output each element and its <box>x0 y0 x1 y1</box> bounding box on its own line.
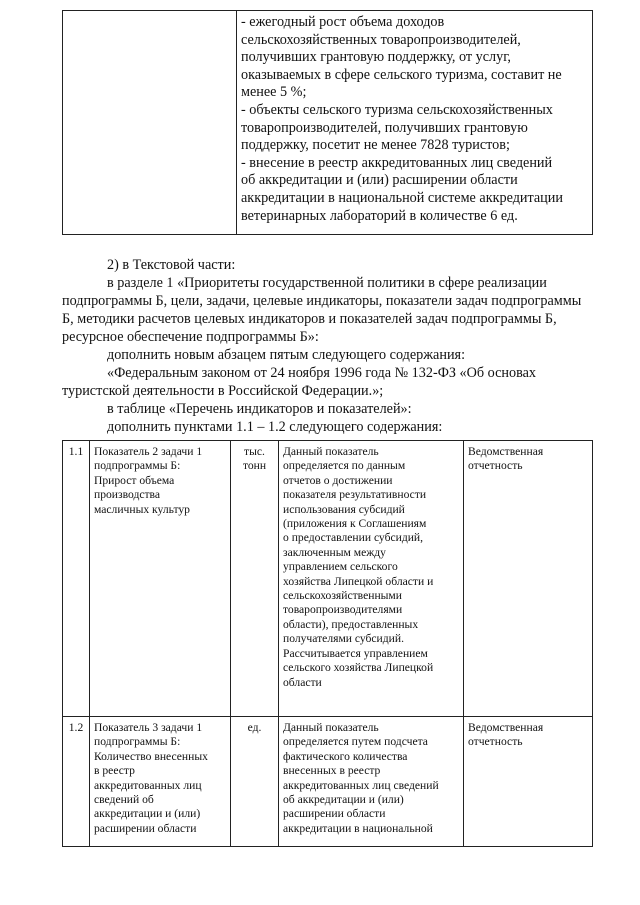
cell-line: тонн <box>242 459 267 473</box>
result-line: - объекты сельского туризма сельскохозяйственных <box>241 101 553 118</box>
indicators-table <box>62 440 593 847</box>
cell-line: заключенным между <box>283 545 386 559</box>
result-line: менее 5 %; <box>241 84 307 101</box>
cell-line: Данный показатель <box>283 721 379 734</box>
cell-line: отчетность <box>468 459 523 473</box>
add-paragraph-instruction: дополнить новым абзацем пятым следующего содержания: <box>107 347 466 363</box>
cell-line: расширении области <box>94 821 197 835</box>
result-line: получивших грантовую поддержку, от услуг, <box>241 49 511 66</box>
cell-line: товаропроизводителями <box>283 603 403 617</box>
unit-cell <box>231 441 279 717</box>
cell-line: аккредитованных лиц сведений <box>283 778 439 792</box>
cell-line: в реестр <box>94 764 135 778</box>
cell-line: сведений об <box>94 793 154 807</box>
result-line: товаропроизводителей, получивших грантовую <box>241 119 528 136</box>
row-number: 1.2 <box>63 717 90 847</box>
continuation-table <box>62 10 593 235</box>
cell-line: определяется по данным <box>283 459 406 473</box>
cell-line: отчетность <box>468 735 523 749</box>
paragraph-line: Б, методики расчетов целевых индикаторов и показателей задач подпрограммы Б, <box>62 311 557 327</box>
cell-line: области <box>283 675 322 689</box>
paragraph-line: ресурсное обеспечение подпрограммы Б»: <box>62 329 319 345</box>
source-cell <box>464 717 593 847</box>
cell-line: Ведомственная <box>468 721 544 734</box>
source-cell <box>464 441 593 717</box>
cell-line: управлением сельского <box>283 560 398 574</box>
paragraph-line: «Федеральным законом от 24 ноября 1996 года № 132-ФЗ «Об основах <box>107 365 536 381</box>
result-line: - ежегодный рост объема доходов <box>241 14 445 30</box>
method-cell <box>279 717 464 847</box>
cell-line: об аккредитации и (или) <box>283 793 404 807</box>
paragraph-line: туристской деятельности в Российской Федерации.»; <box>62 383 384 399</box>
cell-line: тыс. <box>244 445 265 458</box>
result-line: поддержку, посетит не менее 7828 туристов; <box>241 137 510 154</box>
unit-cell <box>231 717 279 847</box>
cell-line: сельского хозяйства Липецкой <box>283 661 434 675</box>
cell-line: сельскохозяйственными <box>283 589 402 603</box>
cell-line: Ведомственная <box>468 445 544 458</box>
cell-line: Показатель 2 задачи 1 <box>94 445 203 458</box>
cell-line: подпрограммы Б: <box>94 459 181 473</box>
cell-line: Показатель 3 задачи 1 <box>94 721 203 734</box>
cell-line: (приложения к Соглашениям <box>283 517 427 531</box>
cell-line: Прирост объема <box>94 473 175 487</box>
result-line: ветеринарных лабораторий в количестве 6 ед. <box>241 207 518 224</box>
cell-line: производства <box>94 488 161 502</box>
section-1-paragraph <box>62 274 590 346</box>
indicator-name-cell <box>90 441 231 717</box>
cell-line: Количество внесенных <box>94 749 208 763</box>
result-line: аккредитации в национальной системе аккредитации <box>241 189 563 206</box>
cell-line: аккредитованных лиц <box>94 778 202 792</box>
cell-line: хозяйства Липецкой области и <box>283 574 434 588</box>
result-line: - внесение в реестр аккредитованных лиц сведений <box>241 154 553 171</box>
cell-line: Данный показатель <box>283 445 379 458</box>
result-line: сельскохозяйственных товаропроизводителей, <box>241 31 521 48</box>
row-number: 1.1 <box>63 441 90 717</box>
cell-line: получателями субсидий. <box>283 632 404 646</box>
cell-line: фактического количества <box>283 749 408 763</box>
add-items-instruction: дополнить пунктами 1.1 – 1.2 следующего содержания: <box>107 419 443 435</box>
cell-line: масличных культур <box>94 502 190 516</box>
expected-results-cell <box>241 14 589 225</box>
paragraph-line: подпрограммы Б, цели, задачи, целевые индикаторы, показатели задач подпрограммы <box>62 293 582 309</box>
cell-line: показателя результативности <box>283 488 427 502</box>
cell-line: аккредитации и (или) <box>94 807 201 821</box>
table-row <box>63 441 593 717</box>
cell-line: использования субсидий <box>283 502 405 516</box>
law-paragraph <box>62 364 590 400</box>
cell-line: внесенных в реестр <box>283 764 381 778</box>
result-line: об аккредитации и (или) расширении области <box>241 172 518 189</box>
table-row <box>63 717 593 847</box>
cell-line: отчетов о достижении <box>283 473 393 487</box>
cell-line: области), предоставленных <box>283 617 419 631</box>
cell-line: о предоставлении субсидий, <box>283 531 424 545</box>
indicator-name-cell <box>90 717 231 847</box>
result-line: оказываемых в сфере сельского туризма, составит не <box>241 66 562 83</box>
cell-line: расширении области <box>283 807 386 821</box>
paragraph-line: в разделе 1 «Приоритеты государственной политики в сфере реализации <box>107 275 547 291</box>
cell-line: аккредитации в национальной <box>283 821 433 835</box>
cell-line: Рассчитывается управлением <box>283 646 428 660</box>
cell-line: определяется путем подсчета <box>283 735 428 749</box>
column-divider <box>236 11 237 234</box>
cell-line: подпрограммы Б: <box>94 735 181 749</box>
method-cell <box>279 441 464 717</box>
item-2-heading: 2) в Текстовой части: <box>107 257 236 273</box>
table-reference: в таблице «Перечень индикаторов и показателей»: <box>107 401 412 417</box>
cell-line: ед. <box>247 721 262 734</box>
